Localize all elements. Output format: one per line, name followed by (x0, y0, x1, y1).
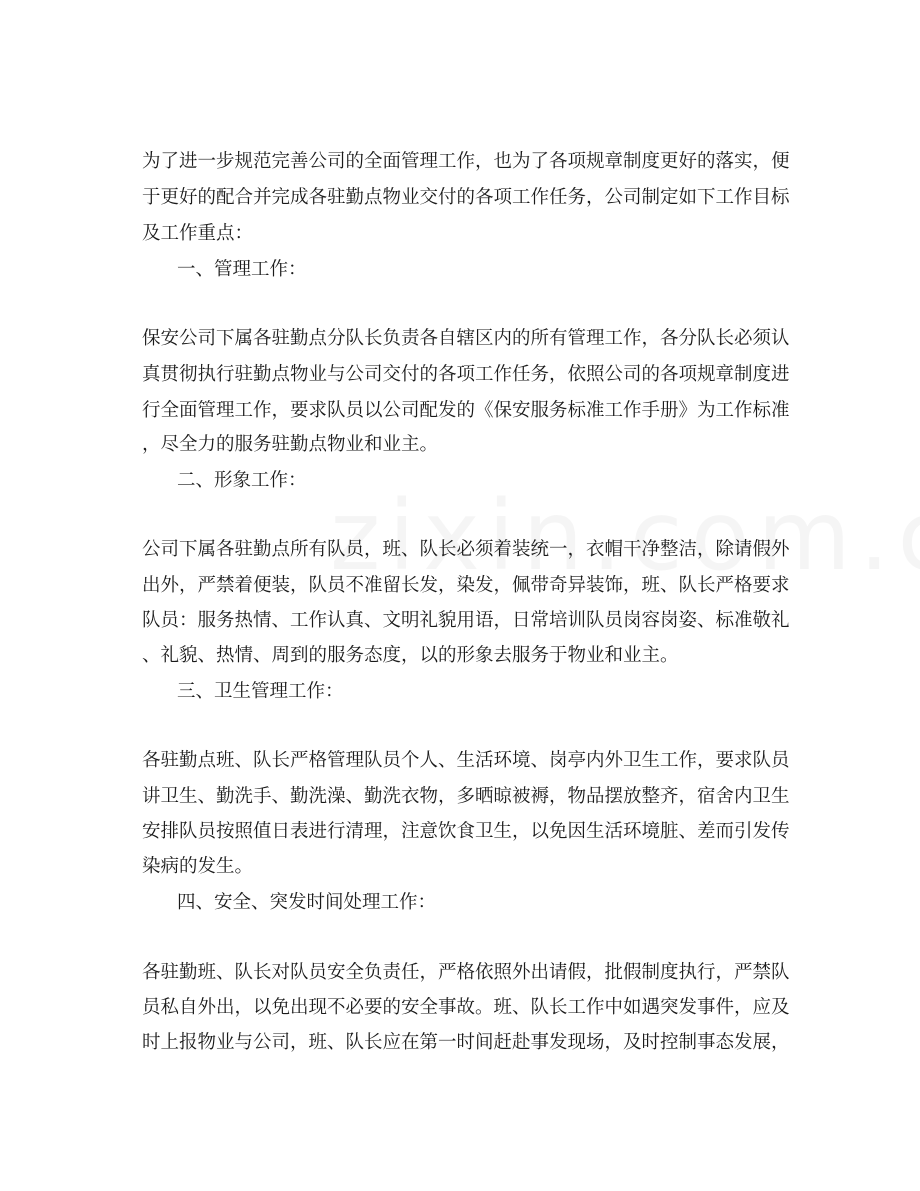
section-heading: 一、管理工作： (177, 259, 307, 280)
section-paragraph-line: 员私自外出，以免出现不必要的安全事故。班、队长工作中如遇突发事件，应及 (142, 997, 790, 1018)
section-paragraph-line: 讲卫生、勤洗手、勤洗澡、勤洗衣物，多晒晾被褥，物品摆放整齐，宿舍内卫生 (142, 786, 790, 807)
section-paragraph-line: 真贯彻执行驻勤点物业与公司交付的各项工作任务，依照公司的各项规章制度进 (142, 364, 790, 385)
section-paragraph-line: 染病的发生。 (142, 856, 254, 877)
section-paragraph-line: 行全面管理工作，要求队员以公司配发的《保安服务标准工作手册》为工作标准 (142, 400, 790, 421)
intro-line: 及工作重点： (142, 223, 254, 244)
section-paragraph-line: 出外，严禁着便装，队员不准留长发，染发，佩带奇异装饰，班、队长严格要求 (142, 575, 790, 596)
section-paragraph-line: 、礼貌、热情、周到的服务态度，以的形象去服务于物业和业主。 (142, 645, 679, 666)
intro-line: 于更好的配合并完成各驻勤点物业交付的各项工作任务，公司制定如下工作目标 (142, 187, 790, 208)
section-paragraph-line: 各驻勤班、队长对队员安全负责任，严格依照外出请假，批假制度执行，严禁队 (142, 962, 790, 983)
intro-line: 为了进一步规范完善公司的全面管理工作，也为了各项规章制度更好的落实，便 (142, 151, 790, 172)
section-paragraph-line: 时上报物业与公司，班、队长应在第一时间赶赴事发现场，及时控制事态发展， (142, 1032, 790, 1053)
section-paragraph-line: 保安公司下属各驻勤点分队长负责各自辖区内的所有管理工作，各分队长必须认 (142, 328, 790, 349)
section-heading: 四、安全、突发时间处理工作： (177, 892, 437, 913)
section-paragraph-line: 安排队员按照值日表进行清理，注意饮食卫生，以免因生活环境脏、差而引发传 (142, 821, 790, 842)
section-paragraph-line: 各驻勤点班、队长严格管理队员个人、生活环境、岗亭内外卫生工作，要求队员 (142, 750, 790, 771)
section-paragraph-line: 队员：服务热情、工作认真、文明礼貌用语，日常培训队员岗容岗姿、标准敬礼 (142, 610, 790, 631)
section-heading: 三、卫生管理工作： (177, 681, 344, 702)
section-paragraph-line: 公司下属各驻勤点所有队员，班、队长必须着装统一，衣帽干净整洁，除请假外 (142, 539, 790, 560)
section-paragraph-line: ，尽全力的服务驻勤点物业和业主。 (142, 434, 439, 455)
section-heading: 二、形象工作： (177, 470, 307, 491)
